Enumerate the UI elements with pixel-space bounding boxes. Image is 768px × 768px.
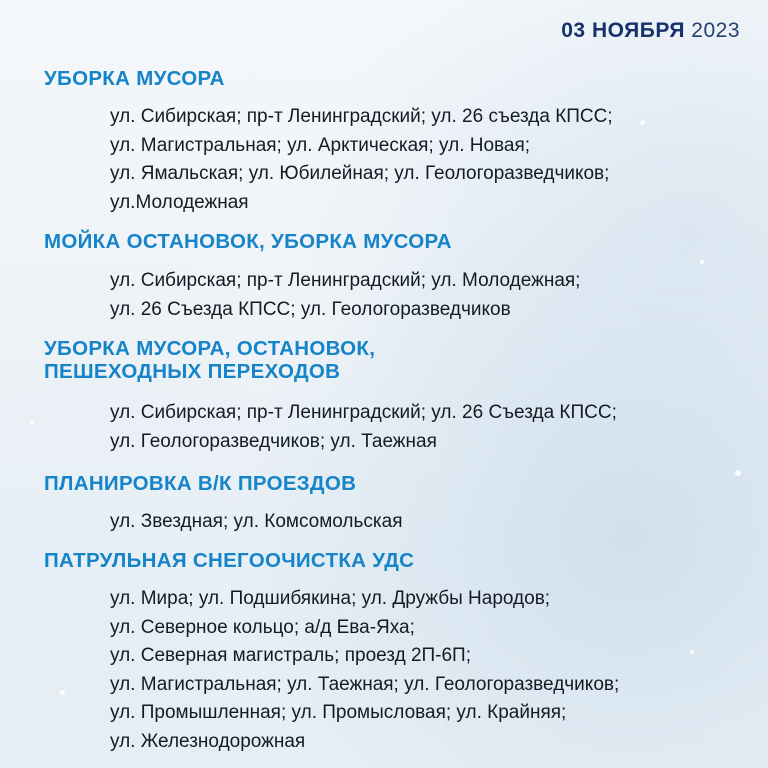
street-line: ул. 26 Съезда КПСС; ул. Геологоразведчиков xyxy=(110,298,511,320)
section-title: ПАТРУЛЬНАЯ СНЕГООЧИСТКА УДС xyxy=(44,549,415,572)
section-garbage-collection xyxy=(0,67,768,217)
street-line: ул. Железнодорожная xyxy=(110,730,306,752)
street-line: ул. Северная магистраль; проезд 2П-6П; xyxy=(110,645,471,666)
section-title: УБОРКА МУСОРА xyxy=(44,67,225,90)
section-stop-washing xyxy=(0,230,768,324)
street-line: ул. Сибирская; пр-т Ленинградский; ул. Молодежная; xyxy=(110,270,581,291)
date-day: 03 НОЯБРЯ xyxy=(561,19,685,42)
section-title: ПЛАНИРОВКА В/К ПРОЕЗДОВ xyxy=(44,472,357,495)
street-line: ул. Магистральная; ул. Арктическая; ул. Новая; xyxy=(110,134,531,156)
section-title-line: УБОРКА МУСОРА, ОСТАНОВОК, xyxy=(44,337,376,360)
street-line: ул. Промышленная; ул. Промысловая; ул. Крайняя; xyxy=(110,702,567,723)
street-line: ул.Молодежная xyxy=(110,191,249,213)
section-title-line: ПЕШЕХОДНЫХ ПЕРЕХОДОВ xyxy=(44,360,341,383)
street-list xyxy=(110,585,768,756)
street-line: ул. Звездная; ул. Комсомольская xyxy=(110,511,403,532)
section-snow-patrol xyxy=(0,549,768,756)
street-line: ул. Сибирская; пр-т Ленинградский; ул. 26 съезда КПСС; xyxy=(110,106,613,127)
section-stops-crossings xyxy=(0,337,768,456)
street-line: ул. Сибирская; пр-т Ленинградский; ул. 26 Съезда КПСС; xyxy=(110,402,617,423)
street-line: ул. Геологоразведчиков; ул. Таежная xyxy=(110,430,437,452)
street-list xyxy=(110,267,768,324)
street-line: ул. Ямальская; ул. Юбилейная; ул. Геологоразведчиков; xyxy=(110,163,610,184)
street-list xyxy=(110,103,768,217)
street-line: ул. Мира; ул. Подшибякина; ул. Дружбы Народов; xyxy=(110,588,551,609)
street-list xyxy=(110,508,768,537)
date-year: 2023 xyxy=(691,19,740,42)
street-line: ул. Магистральная; ул. Таежная; ул. Геологоразведчиков; xyxy=(110,673,620,695)
section-title: МОЙКА ОСТАНОВОК, УБОРКА МУСОРА xyxy=(44,230,452,253)
street-line: ул. Северное кольцо; а/д Ева-Яха; xyxy=(110,616,415,638)
section-planning xyxy=(0,472,768,537)
street-list xyxy=(110,399,768,456)
date-header xyxy=(561,19,740,43)
